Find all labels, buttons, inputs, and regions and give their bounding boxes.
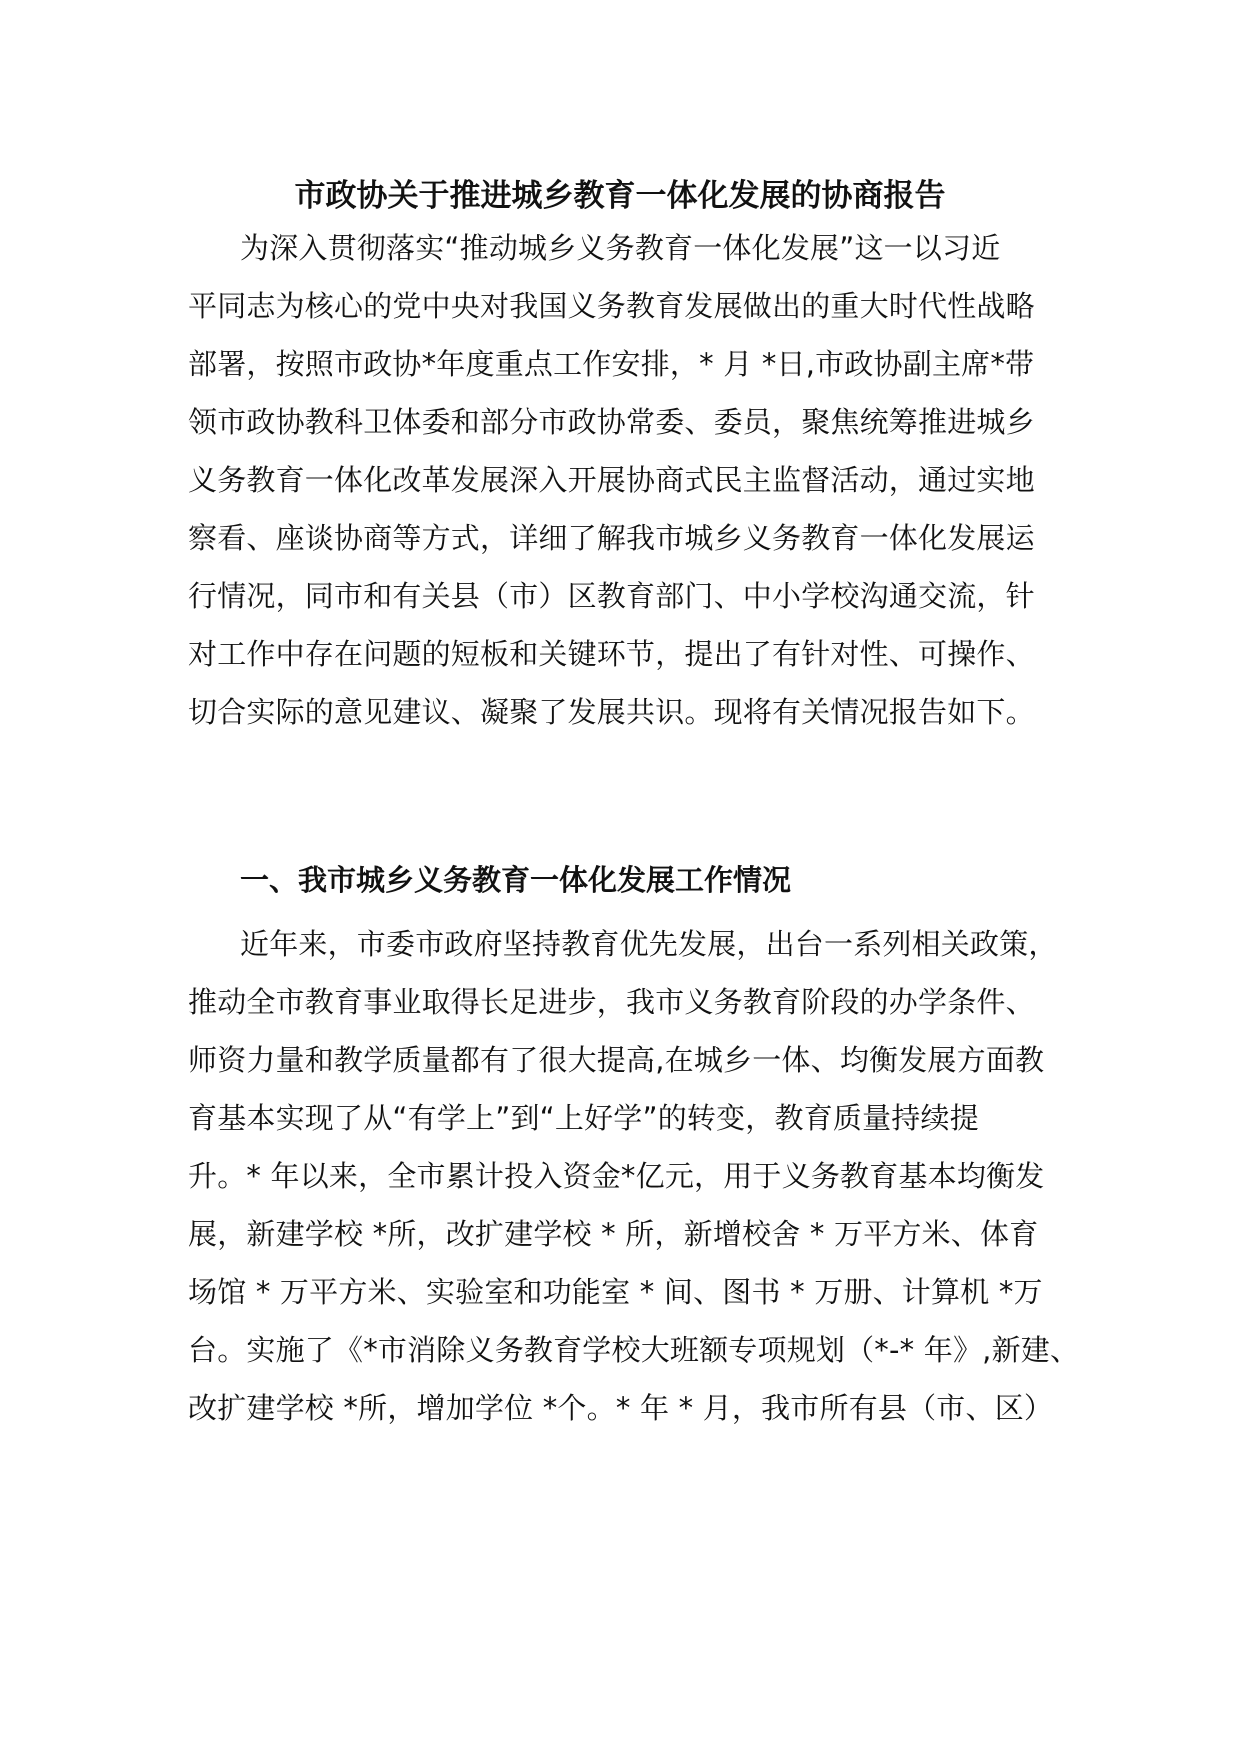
paragraph-line: 近年来，市委市政府坚持教育优先发展，出台一系列相关政策， xyxy=(240,927,1058,961)
paragraph-line: 台。实施了《*市消除义务教育学校大班额专项规划（*-* 年》,新建、 xyxy=(188,1333,1080,1367)
paragraph-line: 场馆 * 万平方米、实验室和功能室 * 间、图书 * 万册、计算机 *万 xyxy=(188,1275,1043,1309)
paragraph-line: 升。* 年以来，全市累计投入资金*亿元，用于义务教育基本均衡发 xyxy=(188,1159,1045,1193)
paragraph-line: 领市政协教科卫体委和部分市政协常委、委员，聚焦统筹推进城乡 xyxy=(188,405,1035,439)
paragraph-line: 部署，按照市政协*年度重点工作安排，* 月 *日,市政协副主席*带 xyxy=(188,347,1035,381)
document-title: 市政协关于推进城乡教育一体化发展的协商报告 xyxy=(294,178,946,214)
paragraph-line: 切合实际的意见建议、凝聚了发展共识。现将有关情况报告如下。 xyxy=(188,695,1035,729)
paragraph-line: 展，新建学校 *所，改扩建学校 * 所，新增校舍 * 万平方米、体育 xyxy=(188,1217,1039,1251)
paragraph-line: 平同志为核心的党中央对我国义务教育发展做出的重大时代性战略 xyxy=(188,289,1035,323)
paragraph-line: 师资力量和教学质量都有了很大提高,在城乡一体、均衡发展方面教 xyxy=(188,1043,1045,1077)
paragraph-line: 察看、座谈协商等方式，详细了解我市城乡义务教育一体化发展运 xyxy=(188,521,1035,555)
section-heading: 一、我市城乡义务教育一体化发展工作情况 xyxy=(240,863,792,897)
paragraph-line: 育基本实现了从“有学上”到“上好学”的转变，教育质量持续提 xyxy=(188,1101,979,1135)
paragraph-line: 推动全市教育事业取得长足进步，我市义务教育阶段的办学条件、 xyxy=(188,985,1035,1019)
paragraph-line: 行情况，同市和有关县（市）区教育部门、中小学校沟通交流，针 xyxy=(188,579,1035,613)
paragraph-line: 为深入贯彻落实“推动城乡义务教育一体化发展”这一以习近 xyxy=(240,231,1001,265)
paragraph-line: 义务教育一体化改革发展深入开展协商式民主监督活动，通过实地 xyxy=(188,463,1035,497)
paragraph-line: 改扩建学校 *所，增加学位 *个。* 年 * 月，我市所有县（市、区） xyxy=(188,1391,1054,1425)
paragraph-line: 对工作中存在问题的短板和关键环节，提出了有针对性、可操作、 xyxy=(188,637,1035,671)
